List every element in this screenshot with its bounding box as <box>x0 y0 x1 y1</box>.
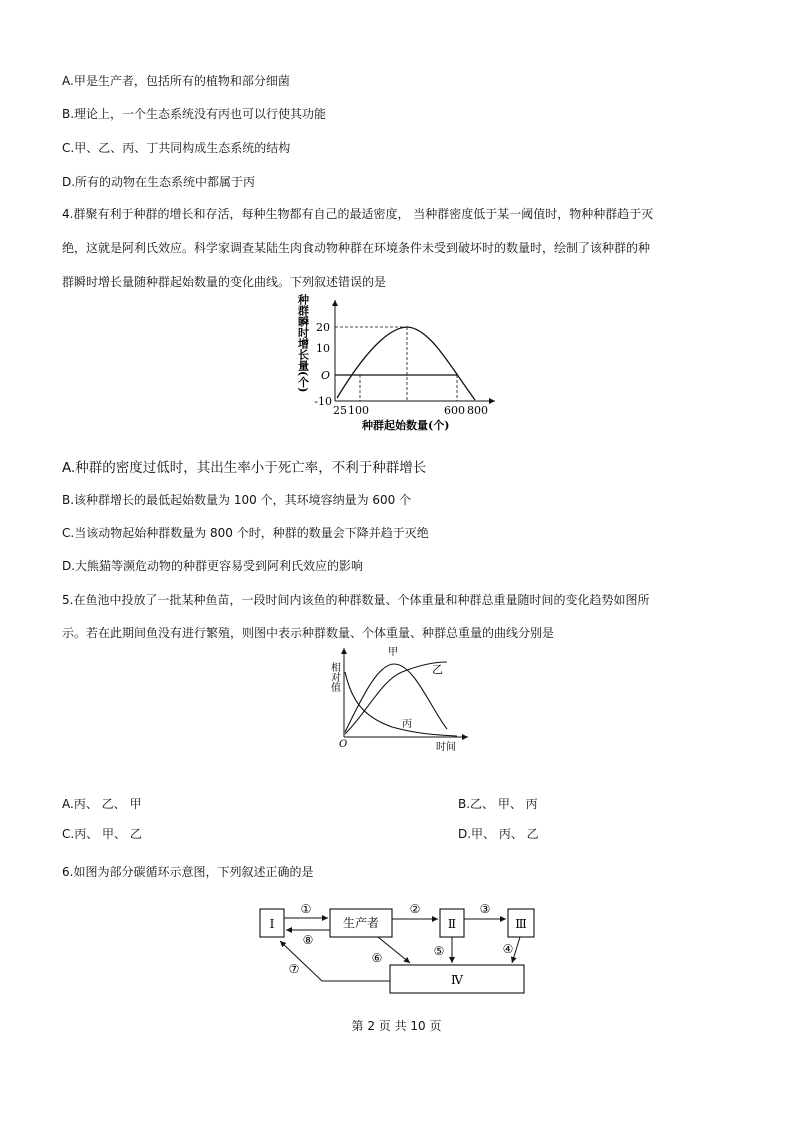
q5-curve-bing: 丙 <box>402 719 412 730</box>
arrow-7: ⑦ <box>288 962 300 976</box>
q4-xlabel: 种群起始数量(个) <box>362 419 450 432</box>
q4-stem-line-2: 绝，这就是阿利氏效应。科学家调查某陆生肉食动物种群在环境条件未受到破坏时的数量时，绘制了该种群的种 <box>62 241 651 255</box>
arrow-5: ⑤ <box>433 944 445 958</box>
q4-ytick-10: 10 <box>316 342 330 355</box>
box-ii-label: Ⅱ <box>447 917 457 931</box>
q4-stem-line-3: 群瞬时增长量随种群起始数量的变化曲线。下列叙述错误的是 <box>62 275 387 289</box>
arrow-4: ④ <box>502 942 514 956</box>
q5-curve-jia: 甲 <box>388 647 398 658</box>
q5-trend-figure <box>322 642 472 754</box>
q5-option-a: A.丙、 乙、 甲 <box>62 797 142 811</box>
q4-xtick-800: 800 <box>467 404 488 417</box>
q6-carbon-cycle-figure <box>250 895 540 1000</box>
q3-option-a: A.甲是生产者，包括所有的植物和部分细菌 <box>62 74 290 88</box>
q4-ytick-0: O <box>320 369 330 382</box>
arrow-1: ① <box>300 902 312 916</box>
arrow-2: ② <box>409 902 421 916</box>
q3-option-d: D.所有的动物在生态系统中都属于丙 <box>62 175 256 189</box>
q5-stem-line-2: 示。若在此期间鱼没有进行繁殖，则图中表示种群数量、个体重量、种群总重量的曲线分别是 <box>62 626 555 640</box>
q3-option-c: C.甲、乙、丙、丁共同构成生态系统的结构 <box>62 141 291 155</box>
q4-option-c: C.当该动物起始种群数量为 800 个时，种群的数量会下降并趋于灭绝 <box>62 526 429 540</box>
q5-option-b: B.乙、 甲、 丙 <box>458 797 538 811</box>
q6-stem: 6.如图为部分碳循环示意图，下列叙述正确的是 <box>62 865 314 879</box>
box-producer-label: 生产者 <box>342 916 380 930</box>
q4-ytick-neg10: -10 <box>314 395 332 408</box>
box-i-label: Ⅰ <box>269 917 275 931</box>
q4-growth-figure <box>290 288 510 438</box>
q4-ylabel: 种群瞬时增长量(个) <box>296 294 310 393</box>
q4-xtick-100: 100 <box>348 404 369 417</box>
q4-option-b: B.该种群增长的最低起始数量为 100 个，其环境容纳量为 600 个 <box>62 493 412 507</box>
q4-xtick-600: 600 <box>444 404 465 417</box>
arrow-6: ⑥ <box>371 951 383 965</box>
q5-option-d: D.甲、 丙、 乙 <box>458 827 539 841</box>
q5-stem-line-1: 5.在鱼池中投放了一批某种鱼苗，一段时间内该鱼的种群数量、个体重量和种群总重量随时间的变化趋势如图所 <box>62 593 650 607</box>
arrow-8: ⑧ <box>302 933 314 947</box>
q4-ytick-20: 20 <box>316 321 330 334</box>
q5-ylabel: 相对值 <box>328 662 340 692</box>
q5-option-c: C.丙、 甲、 乙 <box>62 827 142 841</box>
page-footer: 第 2 页 共 10 页 <box>351 1019 442 1033</box>
q5-origin: O <box>339 739 348 750</box>
q3-option-b: B.理论上，一个生态系统没有丙也可以行使其功能 <box>62 107 327 121</box>
box-iii-label: Ⅲ <box>515 917 527 931</box>
q4-option-a: A.种群的密度过低时，其出生率小于死亡率，不利于种群增长 <box>62 460 427 476</box>
q5-xlabel: 时间 <box>436 742 456 753</box>
q4-xtick-25: 25 <box>333 404 347 417</box>
q4-option-d: D.大熊猫等濒危动物的种群更容易受到阿利氏效应的影响 <box>62 559 364 573</box>
arrow-3: ③ <box>479 902 491 916</box>
q4-stem-line-1: 4.群聚有利于种群的增长和存活，每种生物都有自己的最适密度， 当种群密度低于某一阈值时，物种种群趋于灭 <box>62 207 654 221</box>
box-iv-label: Ⅳ <box>451 973 463 987</box>
q5-curve-yi: 乙 <box>432 663 443 676</box>
